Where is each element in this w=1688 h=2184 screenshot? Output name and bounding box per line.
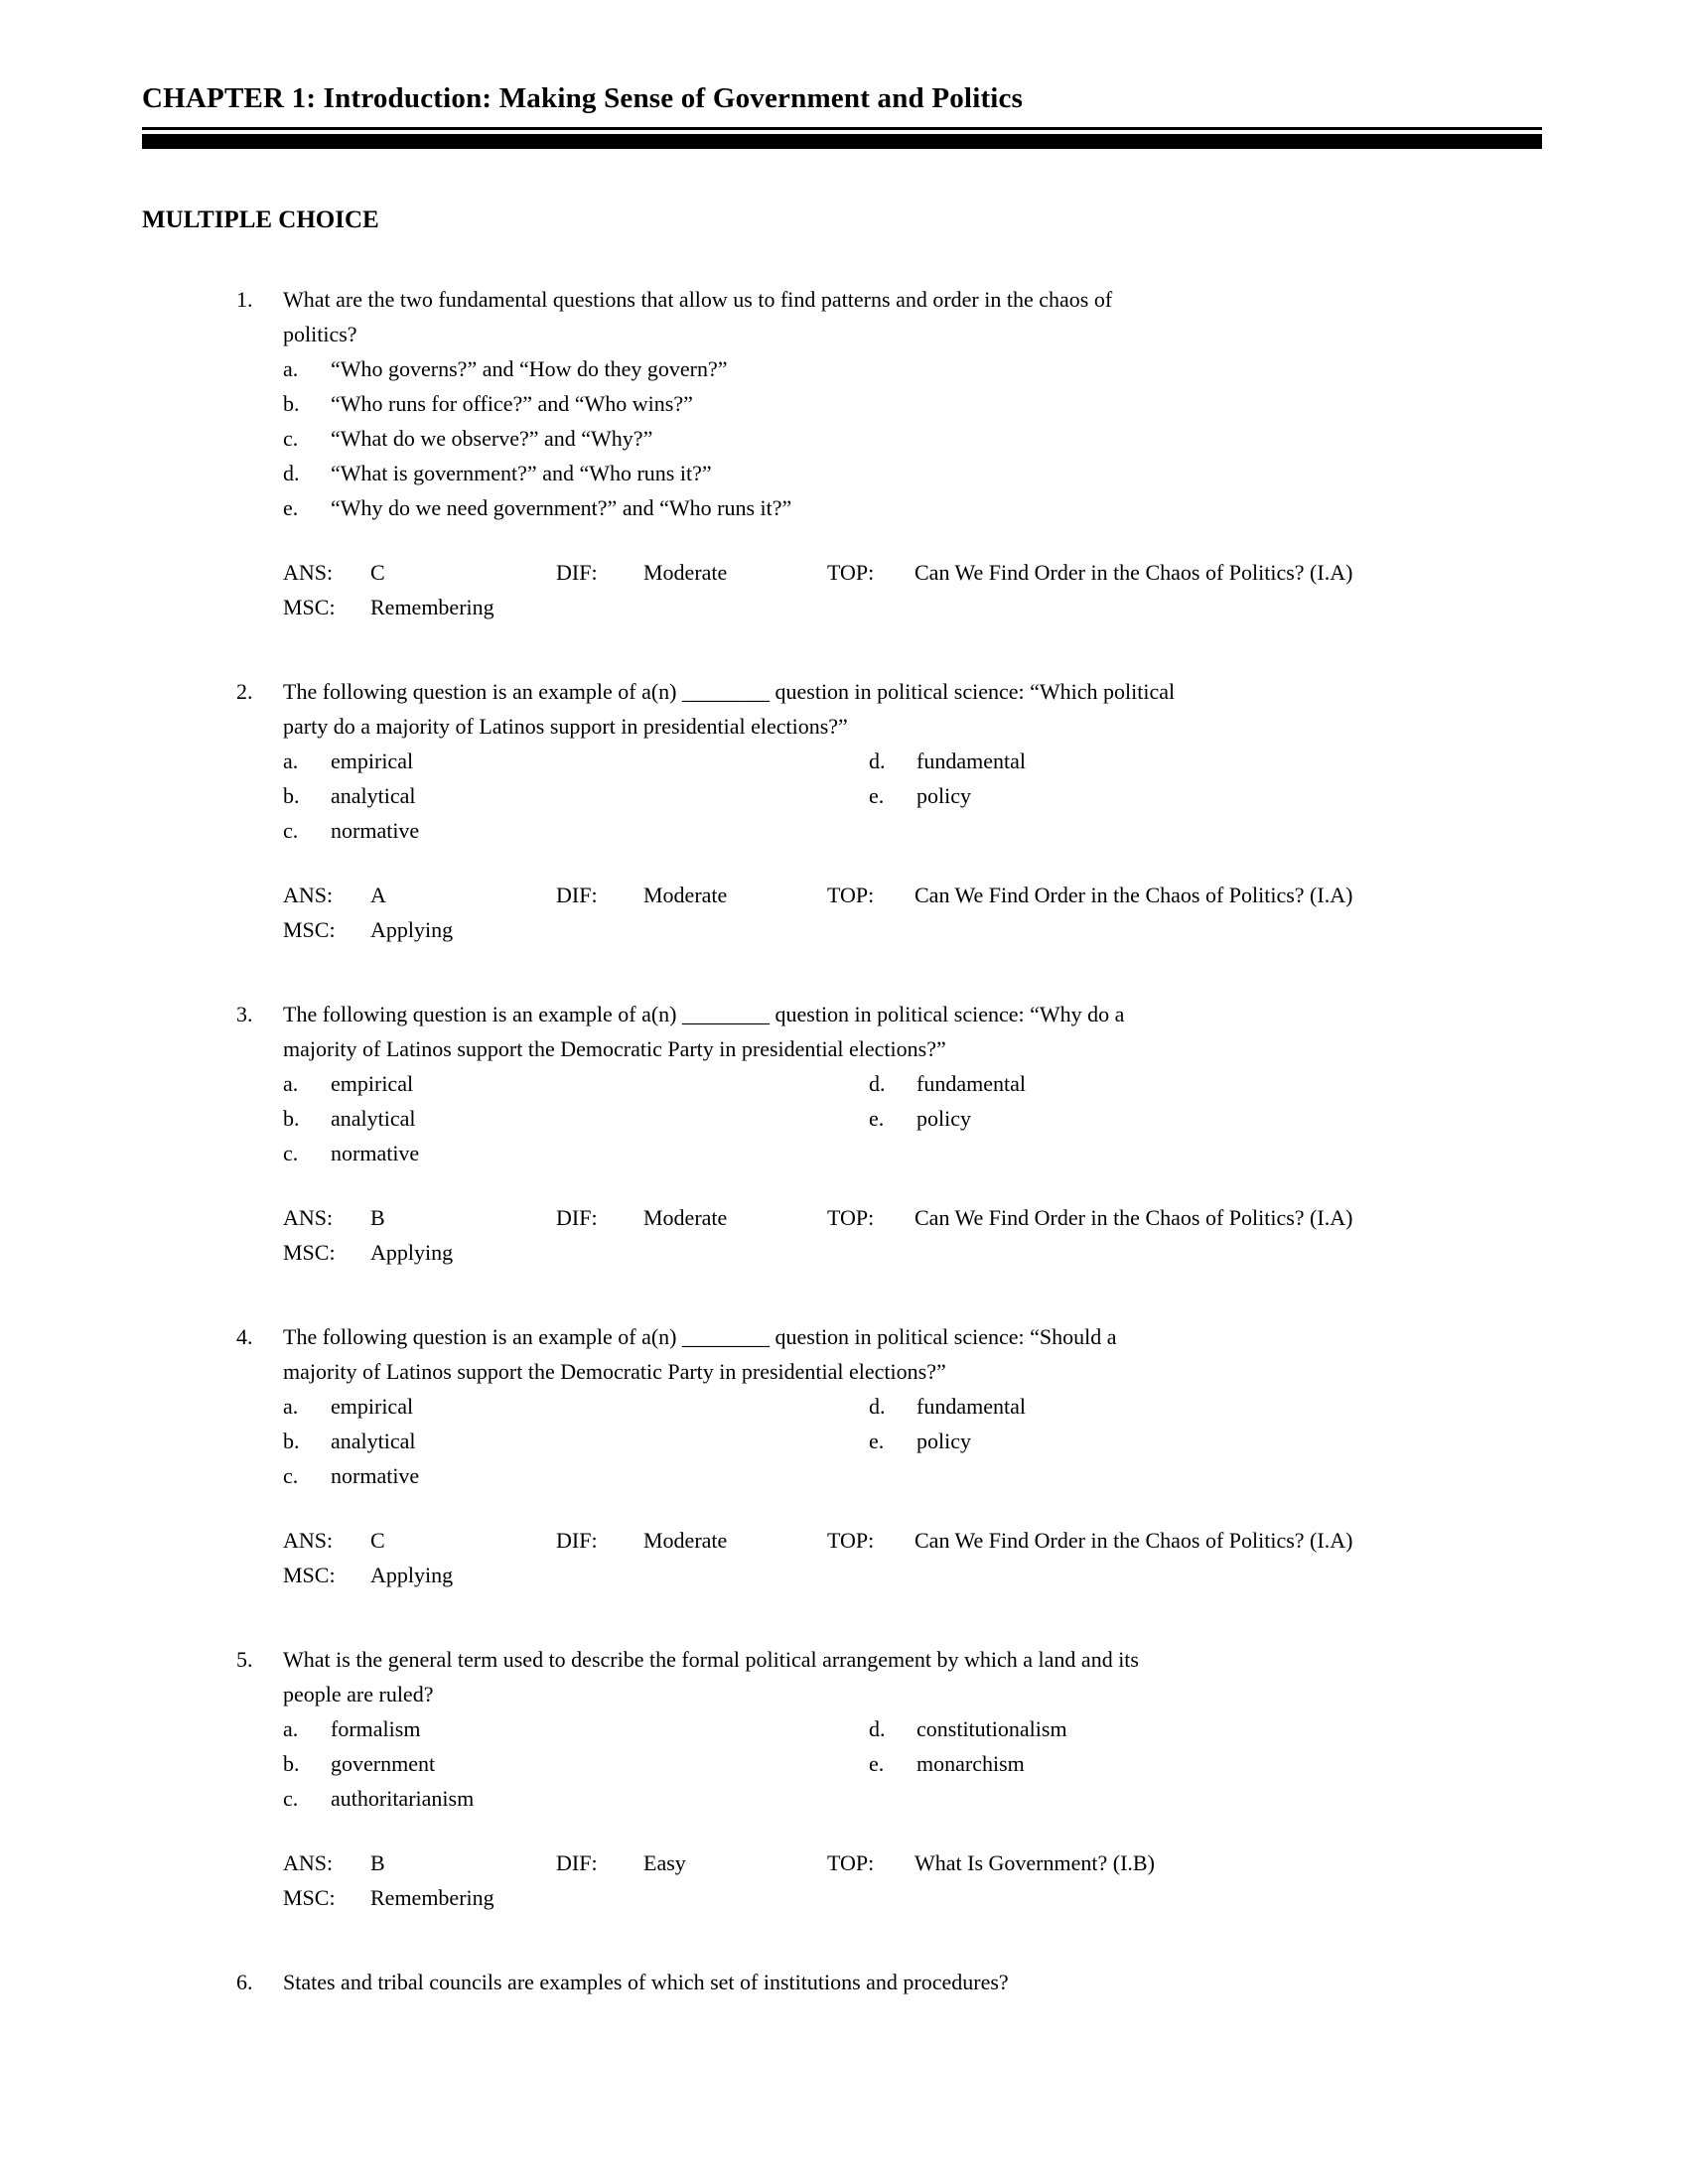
option-letter: d. (283, 460, 300, 485)
top-segment (827, 878, 1352, 912)
answer-line (283, 1200, 1542, 1235)
dif-value: Moderate (643, 1204, 728, 1230)
option-column (283, 1389, 869, 1493)
question-row (142, 674, 1542, 947)
question-text: The following question is an example of a(n) ________ question in political science: “Should a majority of Latinos support the Democratic Party in presidential elections?” (283, 1323, 1117, 1384)
option-e (869, 778, 1026, 813)
option-column (869, 1389, 1026, 1493)
ans-label: ANS: (283, 559, 334, 585)
option-text: authoritarianism (331, 1785, 475, 1811)
question-number: 4. (236, 1323, 253, 1349)
question-body (283, 282, 1542, 624)
dif-segment (556, 1200, 827, 1235)
question-5 (142, 1642, 1542, 1915)
chapter-title: CHAPTER 1: Introduction: Making Sense of Government and Politics (142, 83, 1542, 130)
option-text: “What do we observe?” and “Why?” (331, 425, 653, 451)
msc-line (283, 912, 1542, 947)
msc-value: Remembering (370, 1884, 494, 1910)
ans-label: ANS: (283, 1204, 334, 1230)
msc-line (283, 590, 1542, 624)
option-letter: d. (869, 1070, 886, 1096)
option-letter: b. (283, 782, 300, 808)
question-text: What are the two fundamental questions that allow us to find patterns and order in the chaos of politics? (283, 286, 1113, 346)
question-number: 3. (236, 1001, 253, 1026)
option-text: normative (331, 1140, 420, 1165)
option-text: constitutionalism (916, 1715, 1067, 1741)
option-letter: e. (869, 1105, 885, 1131)
answer-options (283, 1066, 1542, 1170)
ans-value: C (370, 1527, 385, 1553)
option-letter: a. (283, 748, 299, 773)
option-letter: e. (869, 782, 885, 808)
option-letter: b. (283, 1105, 300, 1131)
option-column (283, 1066, 869, 1170)
option-text: fundamental (916, 748, 1026, 773)
ans-segment (283, 1845, 556, 1880)
question-number: 1. (236, 286, 253, 312)
ans-value: B (370, 1204, 385, 1230)
msc-label: MSC: (283, 1562, 336, 1587)
option-letter: d. (869, 748, 886, 773)
ans-value: A (370, 882, 386, 907)
top-segment (827, 1200, 1352, 1235)
option-text: analytical (331, 782, 416, 808)
option-c (283, 813, 869, 848)
top-value: Can We Find Order in the Chaos of Politics? (I.A) (914, 1204, 1353, 1230)
option-column (283, 351, 1542, 525)
option-text: policy (916, 1105, 971, 1131)
option-b (283, 1424, 869, 1458)
top-label: TOP: (827, 559, 875, 585)
dif-value: Moderate (643, 559, 728, 585)
msc-value: Applying (370, 916, 454, 942)
title-rule-bar (142, 134, 1542, 149)
question-2 (142, 674, 1542, 947)
question-6 (142, 1965, 1542, 1999)
option-letter: b. (283, 1428, 300, 1453)
option-text: “What is government?” and “Who runs it?” (331, 460, 712, 485)
option-e (869, 1746, 1067, 1781)
msc-line (283, 1558, 1542, 1592)
option-letter: b. (283, 1750, 300, 1776)
msc-label: MSC: (283, 916, 336, 942)
answer-options (283, 744, 1542, 848)
option-text: “Who runs for office?” and “Who wins?” (331, 390, 693, 416)
ans-value: C (370, 559, 385, 585)
ans-segment (283, 1523, 556, 1558)
option-column (283, 744, 869, 848)
dif-label: DIF: (556, 1204, 598, 1230)
question-1 (142, 282, 1542, 624)
question-text: What is the general term used to describe the formal political arrangement by which a land and its people are ruled? (283, 1646, 1139, 1706)
msc-value: Applying (370, 1239, 454, 1265)
option-text: empirical (331, 748, 414, 773)
option-d (869, 1066, 1026, 1101)
option-b (283, 1101, 869, 1136)
question-number: 6. (236, 1969, 253, 1994)
top-value: Can We Find Order in the Chaos of Politics? (I.A) (914, 559, 1353, 585)
top-label: TOP: (827, 1527, 875, 1553)
option-e (869, 1424, 1026, 1458)
top-value: Can We Find Order in the Chaos of Politics? (I.A) (914, 1527, 1353, 1553)
msc-line (283, 1235, 1542, 1270)
option-letter: e. (869, 1428, 885, 1453)
top-segment (827, 555, 1352, 590)
answer-options (283, 1389, 1542, 1493)
option-letter: a. (283, 1393, 299, 1419)
option-text: empirical (331, 1070, 414, 1096)
answer-line (283, 1523, 1542, 1558)
dif-label: DIF: (556, 882, 598, 907)
dif-segment (556, 878, 827, 912)
answer-line (283, 555, 1542, 590)
dif-value: Moderate (643, 882, 728, 907)
option-letter: d. (869, 1393, 886, 1419)
option-letter: c. (283, 817, 299, 843)
dif-label: DIF: (556, 1849, 598, 1875)
ans-label: ANS: (283, 882, 334, 907)
answer-options (283, 1711, 1542, 1816)
ans-segment (283, 555, 556, 590)
option-d (283, 456, 1542, 490)
question-number: 2. (236, 678, 253, 704)
msc-label: MSC: (283, 1239, 336, 1265)
question-list (142, 282, 1542, 1999)
top-segment (827, 1845, 1155, 1880)
option-c (283, 1458, 869, 1493)
option-c (283, 1781, 869, 1816)
dif-label: DIF: (556, 1527, 598, 1553)
option-c (283, 1136, 869, 1170)
top-value: Can We Find Order in the Chaos of Politics? (I.A) (914, 882, 1353, 907)
question-body (283, 1319, 1542, 1592)
question-row (142, 1319, 1542, 1592)
option-letter: a. (283, 1715, 299, 1741)
option-text: government (331, 1750, 436, 1776)
ans-segment (283, 878, 556, 912)
dif-value: Moderate (643, 1527, 728, 1553)
option-letter: a. (283, 1070, 299, 1096)
question-row (142, 1642, 1542, 1915)
question-3 (142, 997, 1542, 1270)
answer-line (283, 1845, 1542, 1880)
option-letter: d. (869, 1715, 886, 1741)
option-a (283, 1066, 869, 1101)
msc-value: Applying (370, 1562, 454, 1587)
option-column (869, 1066, 1026, 1170)
msc-label: MSC: (283, 1884, 336, 1910)
option-a (283, 744, 869, 778)
top-label: TOP: (827, 1204, 875, 1230)
option-text: formalism (331, 1715, 421, 1741)
question-body (283, 1965, 1542, 1999)
option-text: analytical (331, 1428, 416, 1453)
dif-segment (556, 1845, 827, 1880)
answer-line (283, 878, 1542, 912)
question-row (142, 997, 1542, 1270)
option-b (283, 778, 869, 813)
option-text: empirical (331, 1393, 414, 1419)
option-text: “Who governs?” and “How do they govern?” (331, 355, 728, 381)
ans-label: ANS: (283, 1527, 334, 1553)
msc-line (283, 1880, 1542, 1915)
dif-label: DIF: (556, 559, 598, 585)
msc-value: Remembering (370, 594, 494, 619)
option-text: analytical (331, 1105, 416, 1131)
option-d (869, 744, 1026, 778)
question-row (142, 282, 1542, 624)
option-a (283, 1711, 869, 1746)
option-letter: e. (869, 1750, 885, 1776)
option-text: normative (331, 817, 420, 843)
dif-segment (556, 1523, 827, 1558)
ans-segment (283, 1200, 556, 1235)
option-column (869, 1711, 1067, 1816)
question-body (283, 674, 1542, 947)
option-d (869, 1711, 1067, 1746)
top-segment (827, 1523, 1352, 1558)
top-value: What Is Government? (I.B) (914, 1849, 1155, 1875)
option-letter: c. (283, 1462, 299, 1488)
option-text: monarchism (916, 1750, 1025, 1776)
answer-options (283, 351, 1542, 525)
option-text: fundamental (916, 1070, 1026, 1096)
ans-label: ANS: (283, 1849, 334, 1875)
option-column (283, 1711, 869, 1816)
top-label: TOP: (827, 1849, 875, 1875)
question-text: The following question is an example of a(n) ________ question in political science: “Which political party do a majority of Latinos support in presidential elections?” (283, 678, 1176, 739)
ans-value: B (370, 1849, 385, 1875)
option-text: “Why do we need government?” and “Who runs it?” (331, 494, 792, 520)
top-label: TOP: (827, 882, 875, 907)
option-text: fundamental (916, 1393, 1026, 1419)
dif-segment (556, 555, 827, 590)
question-body (283, 1642, 1542, 1915)
option-b (283, 1746, 869, 1781)
question-text: The following question is an example of a(n) ________ question in political science: “Why do a majority of Latinos support the Democratic Party in presidential elections?” (283, 1001, 1125, 1061)
question-text: States and tribal councils are examples of which set of institutions and procedures? (283, 1969, 1009, 1994)
option-e (283, 490, 1542, 525)
question-row (142, 1965, 1542, 1999)
option-letter: c. (283, 1140, 299, 1165)
option-column (869, 744, 1026, 848)
option-b (283, 386, 1542, 421)
option-letter: a. (283, 355, 299, 381)
option-text: policy (916, 782, 971, 808)
option-letter: c. (283, 1785, 299, 1811)
dif-value: Easy (643, 1849, 686, 1875)
question-4 (142, 1319, 1542, 1592)
option-letter: c. (283, 425, 299, 451)
option-d (869, 1389, 1026, 1424)
option-e (869, 1101, 1026, 1136)
option-text: normative (331, 1462, 420, 1488)
option-c (283, 421, 1542, 456)
option-a (283, 351, 1542, 386)
section-heading: MULTIPLE CHOICE (142, 206, 379, 234)
question-number: 5. (236, 1646, 253, 1672)
option-a (283, 1389, 869, 1424)
option-letter: b. (283, 390, 300, 416)
msc-label: MSC: (283, 594, 336, 619)
question-body (283, 997, 1542, 1270)
option-text: policy (916, 1428, 971, 1453)
option-letter: e. (283, 494, 299, 520)
